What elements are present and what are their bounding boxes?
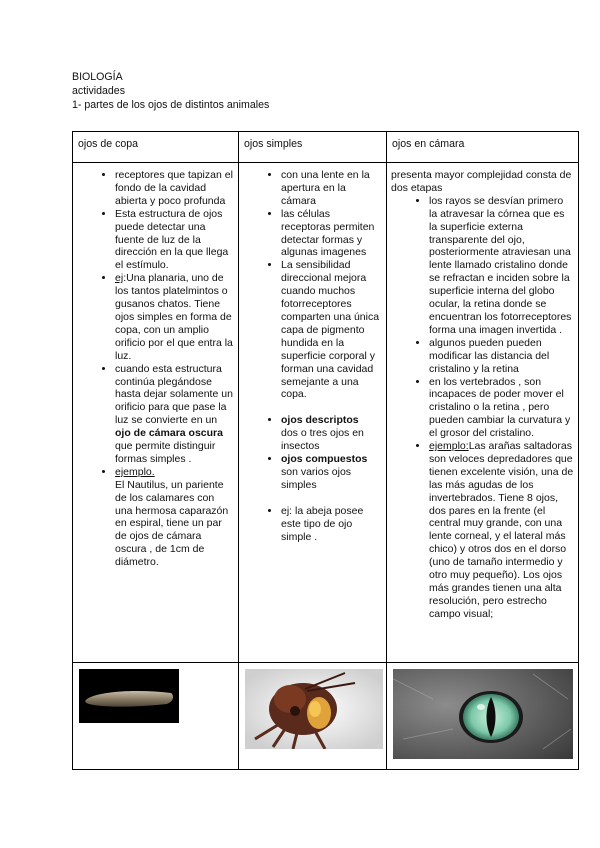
- list-item: • las células receptoras permiten detectar formas y algunas imagenes: [281, 208, 382, 260]
- document-header: [72, 70, 269, 112]
- list-item: • en los vertebrados , son incapaces de poder mover el cristalino o la retina , pero pueden cambiar la curvatura y el grosor del cristalino.: [429, 376, 574, 441]
- list-item: • cuando esta estructura continúa plegándose hasta dejar solamente un orificio para que pase la luz se convierte en un ojo de cámara oscura que permite distinguir formas simples .: [115, 363, 234, 466]
- bold-term: ojos compuestos: [281, 453, 368, 466]
- header-cup-eyes: ojos de copa: [73, 132, 239, 163]
- list-item: • algunos pueden pueden modificar las distancia del cristalino y la retina: [429, 337, 574, 376]
- cup-eyes-cell: [73, 163, 239, 663]
- list-item: • receptores que tapizan el fondo de la cavidad abierta y poco profunda: [115, 169, 234, 208]
- subject-title: BIOLOGÍA: [72, 71, 123, 83]
- wasp-photo: [245, 669, 383, 749]
- list-item: • ojos descriptos dos o tres ojos en insectos: [281, 414, 382, 453]
- camera-eyes-cell: [387, 163, 579, 663]
- example-label: ejemplo.: [115, 465, 155, 478]
- example-label: ej: [115, 272, 124, 285]
- list-item: • con una lente en la apertura en la cámara: [281, 169, 382, 208]
- list-item: • La sensibilidad direccional mejora cuando muchos fotorreceptores comparten una única capa de pigmento hundida en la superficie corporal y forman una cavidad semejante a una copa.: [281, 259, 382, 401]
- cat-eye-image-cell: [387, 663, 579, 770]
- table-header-row: [73, 132, 579, 163]
- planaria-photo: [79, 669, 179, 723]
- eye-comparison-table: [72, 131, 579, 770]
- table-image-row: [73, 663, 579, 770]
- list-item: • ejemplo. El Nautilus, un pariente de los calamares con una hermosa caparazón en espiral, tiene un par de ojos de cámara oscura , de 1cm de diámetro.: [115, 466, 234, 569]
- table-content-row: [73, 163, 579, 663]
- list-item: • ej:Una planaria, uno de los tantos platelmintos o gusanos chatos. Tiene ojos simples en forma de copa, con un amplio orificio por el que entra la luz.: [115, 272, 234, 362]
- bold-term: ojo de cámara oscura: [115, 427, 223, 440]
- camera-intro: presenta mayor complejidad consta de dos etapas: [391, 169, 572, 194]
- header-camera-eyes: ojos en cámara: [387, 132, 579, 163]
- bold-term: ojos descriptos: [281, 414, 359, 427]
- planaria-image-cell: [73, 663, 239, 770]
- list-item: • ojos compuestos son varios ojos simples: [281, 453, 382, 492]
- example-label: ejemplo:: [429, 440, 469, 453]
- list-item: • los rayos se desvían primero la atravesar la córnea que es la superficie externa transparente del ojo, posteriormente atraviesan una lente llamado cristalino donde se refractan e inciden sobre la superficie interna del globo ocular, la retina donde se encuentran los fotorreceptores forma una imagen invertida .: [429, 195, 574, 337]
- header-simple-eyes: ojos simples: [239, 132, 387, 163]
- wasp-image-cell: [239, 663, 387, 770]
- list-item: • ej: la abeja posee este tipo de ojo simple .: [281, 505, 382, 544]
- task-title: 1- partes de los ojos de distintos animales: [72, 99, 270, 111]
- subtitle: actividades: [72, 85, 125, 97]
- list-item: • Esta estructura de ojos puede detectar una fuente de luz de la dirección en la que llega el estímulo.: [115, 208, 234, 273]
- simple-eyes-cell: [239, 163, 387, 663]
- cat-eye-photo: [393, 669, 573, 759]
- list-item: • ejemplo:Las arañas saltadoras son veloces depredadores que tienen excelente visión, una de las más agudas de los invertebrados. Tiene 8 ojos, dos pares en la frente (el central muy grande, con una lente corneal, y el lateral más chico) y otros dos en el dorso (uno de tamaño intermedio y otro muy pequeño). Los ojos más grandes tienen una alta resolución, pero estrecho campo visual;: [429, 440, 574, 621]
